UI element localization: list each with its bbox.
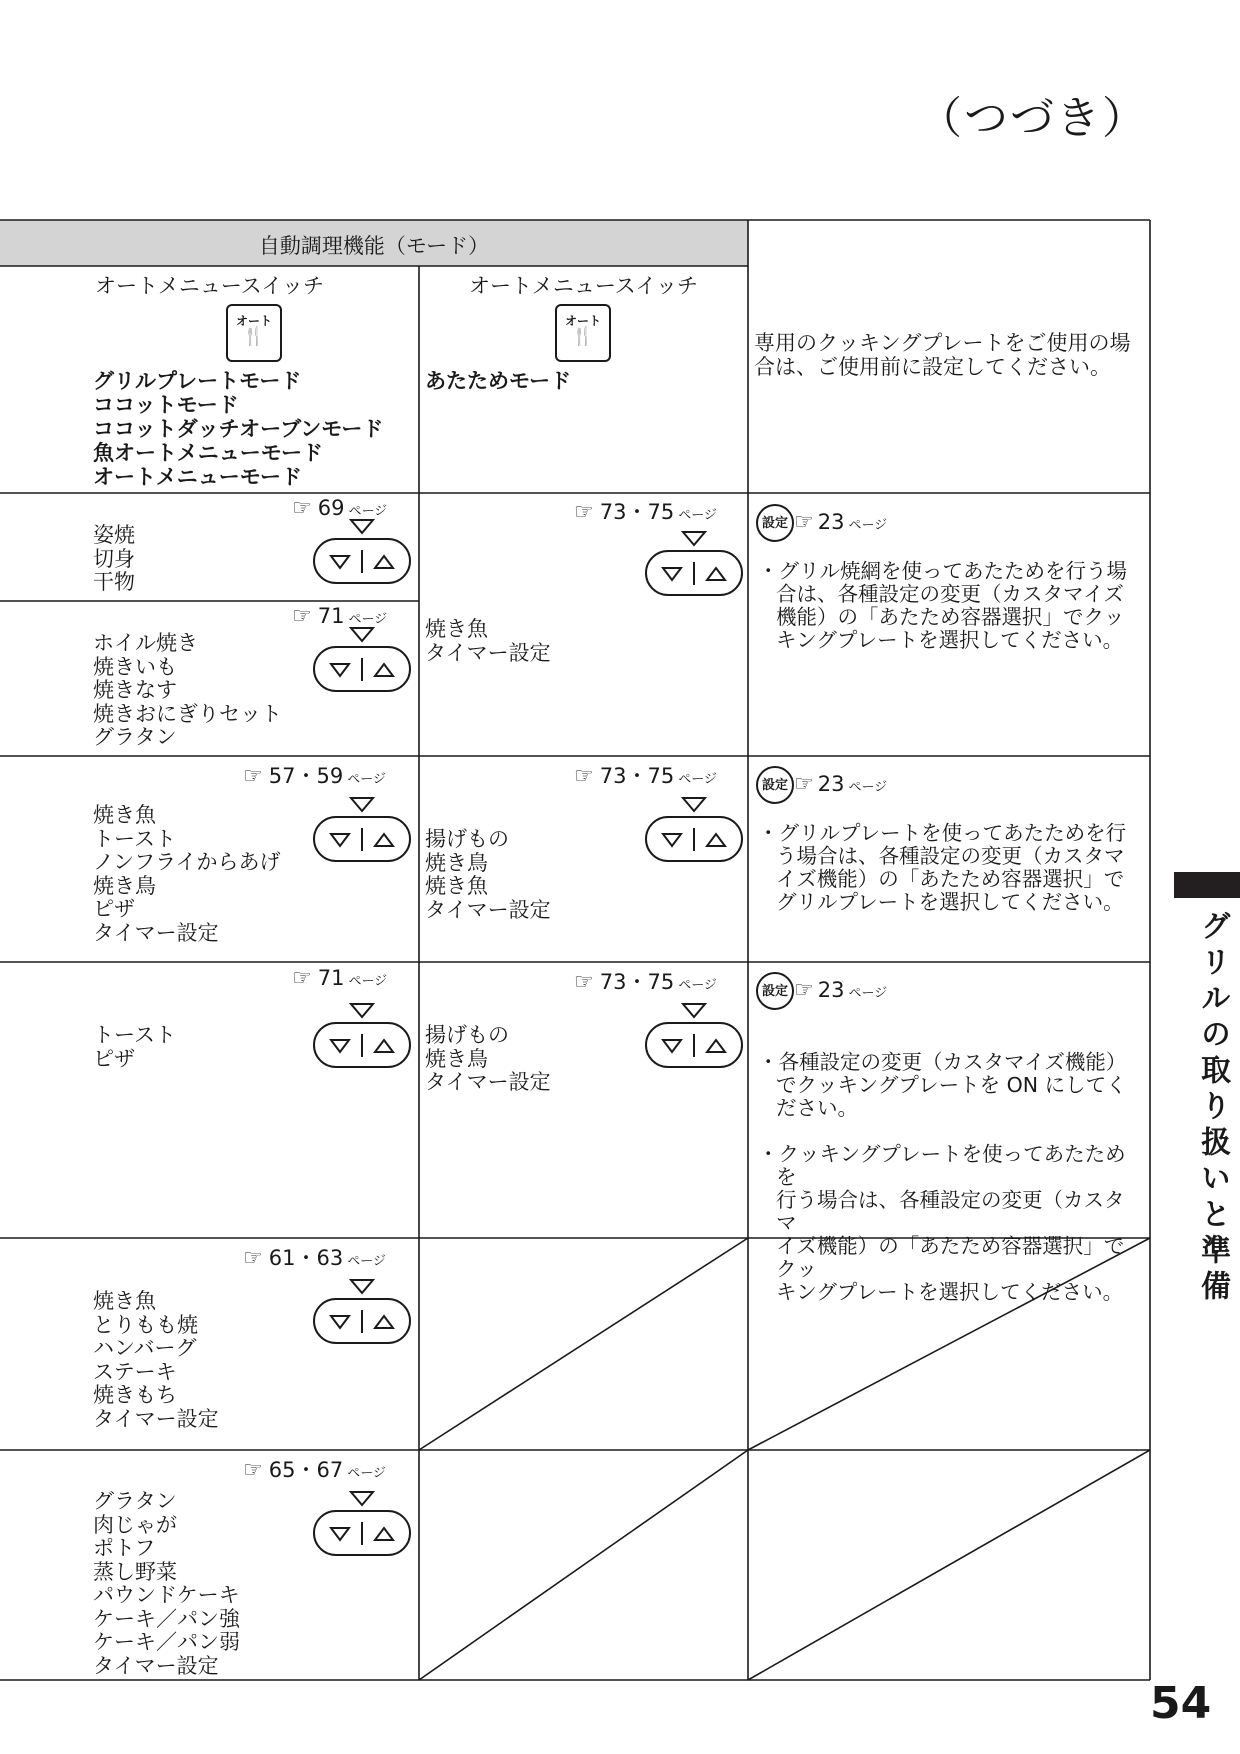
- down-up-control-icon: [646, 798, 742, 861]
- page-ref: ☞ 65・67 ページ: [243, 1458, 386, 1483]
- down-up-control-icon: [314, 798, 410, 861]
- down-up-control-icon: [314, 1492, 410, 1555]
- note-item: ・グリルプレートを使ってあたためを行 う場合は、各種設定の変更（カスタマ イズ機能）の「あたため容器選択」で グリルプレートを選択してください。: [758, 821, 1127, 914]
- note-item: ・クッキングプレートを使ってあたためを 行う場合は、各種設定の変更（カスタマ イズ機能）の「あたため容器選択」でクッ キングプレートを選択してください。: [758, 1142, 1126, 1304]
- fork-knife-icon: 🍴: [242, 326, 266, 347]
- down-up-control-icon: [314, 1004, 410, 1067]
- settings-badge-icon: 設定: [756, 766, 794, 804]
- page-ref: ☞ 69 ページ: [292, 496, 388, 521]
- switch-label-left: オートメニュースイッチ: [95, 274, 324, 298]
- fork-knife-icon: 🍴: [571, 326, 595, 347]
- page-ref: ☞ 73・75 ページ: [574, 500, 717, 525]
- setting-ref: 設定 ☞ 23 ページ: [756, 766, 887, 804]
- down-up-control-icon: [314, 520, 410, 583]
- modes-right: あたためモード: [425, 369, 572, 393]
- setting-ref: 設定 ☞ 23 ページ: [756, 972, 887, 1010]
- pointing-hand-icon: ☞: [243, 764, 263, 789]
- settings-badge-icon: 設定: [756, 972, 794, 1010]
- pointing-hand-icon: ☞: [292, 604, 312, 629]
- pointing-hand-icon: ☞: [243, 1246, 263, 1271]
- down-up-control-icon: [646, 1004, 742, 1067]
- pointing-hand-icon: ☞: [292, 496, 312, 521]
- menu-list: トースト ピザ: [93, 1023, 176, 1071]
- menu-list: 焼き魚 とりもも焼 ハンバーグ ステーキ 焼きもち タイマー設定: [93, 1289, 219, 1431]
- pointing-hand-icon: ☞: [794, 772, 814, 797]
- section-tab: [1174, 872, 1240, 898]
- menu-list: 揚げもの 焼き鳥 タイマー設定: [425, 1023, 551, 1094]
- settings-badge-icon: 設定: [756, 504, 794, 542]
- page-number: 54: [1150, 1678, 1212, 1729]
- page-ref: ☞ 57・59 ページ: [243, 764, 386, 789]
- menu-list: 揚げもの 焼き鳥 焼き魚 タイマー設定: [425, 827, 551, 922]
- down-up-control-icon: [314, 1280, 410, 1343]
- note-item: ・各種設定の変更（カスタマイズ機能） でクッキングプレートを ON にしてく ださい。: [758, 1050, 1127, 1120]
- pointing-hand-icon: ☞: [574, 970, 594, 995]
- setting-ref: 設定 ☞ 23 ページ: [756, 504, 887, 542]
- menu-list: 姿焼 切身 干物: [93, 523, 135, 594]
- menu-list: グラタン 肉じゃが ポトフ 蒸し野菜 パウンドケーキ ケーキ／パン強 ケーキ／パン弱 タイマー設定: [93, 1489, 240, 1678]
- page-ref: ☞ 73・75 ページ: [574, 764, 717, 789]
- menu-list: 焼き魚 タイマー設定: [425, 617, 551, 665]
- mode-title: 自動調理機能（モード）: [258, 234, 490, 258]
- top-note: 専用のクッキングプレートをご使用の場 合は、ご使用前に設定してください。: [754, 331, 1131, 379]
- pointing-hand-icon: ☞: [574, 500, 594, 525]
- menu-list: 焼き魚 トースト ノンフライからあげ 焼き鳥 ピザ タイマー設定: [93, 803, 281, 945]
- menu-list: ホイル焼き 焼きいも 焼きなす 焼きおにぎりセット グラタン: [93, 631, 282, 749]
- pointing-hand-icon: ☞: [292, 966, 312, 991]
- modes-left: グリルプレートモード ココットモード ココットダッチオーブンモード 魚オートメニューモード オートメニューモード: [93, 369, 384, 489]
- page-ref: ☞ 71 ページ: [292, 966, 388, 991]
- note-item: ・グリル焼網を使ってあたためを行う場 合は、各種設定の変更（カスタマイズ 機能）の「あたため容器選択」でクッ キングプレートを選択してください。: [758, 559, 1127, 652]
- pointing-hand-icon: ☞: [794, 978, 814, 1003]
- down-up-control-icon: [314, 628, 410, 691]
- page-ref: ☞ 71 ページ: [292, 604, 388, 629]
- pointing-hand-icon: ☞: [794, 510, 814, 535]
- page-ref: ☞ 73・75 ページ: [574, 970, 717, 995]
- section-title: グリルの取り扱いと準備: [1195, 910, 1230, 1306]
- auto-menu-icon-text: オート: [235, 314, 272, 328]
- page-ref: ☞ 61・63 ページ: [243, 1246, 386, 1271]
- pointing-hand-icon: ☞: [574, 764, 594, 789]
- auto-menu-icon-text: オート: [564, 314, 601, 328]
- pointing-hand-icon: ☞: [243, 1458, 263, 1483]
- down-up-control-icon: [646, 532, 742, 595]
- continued-label: （つづき）: [918, 93, 1148, 144]
- switch-label-right: オートメニュースイッチ: [469, 274, 698, 298]
